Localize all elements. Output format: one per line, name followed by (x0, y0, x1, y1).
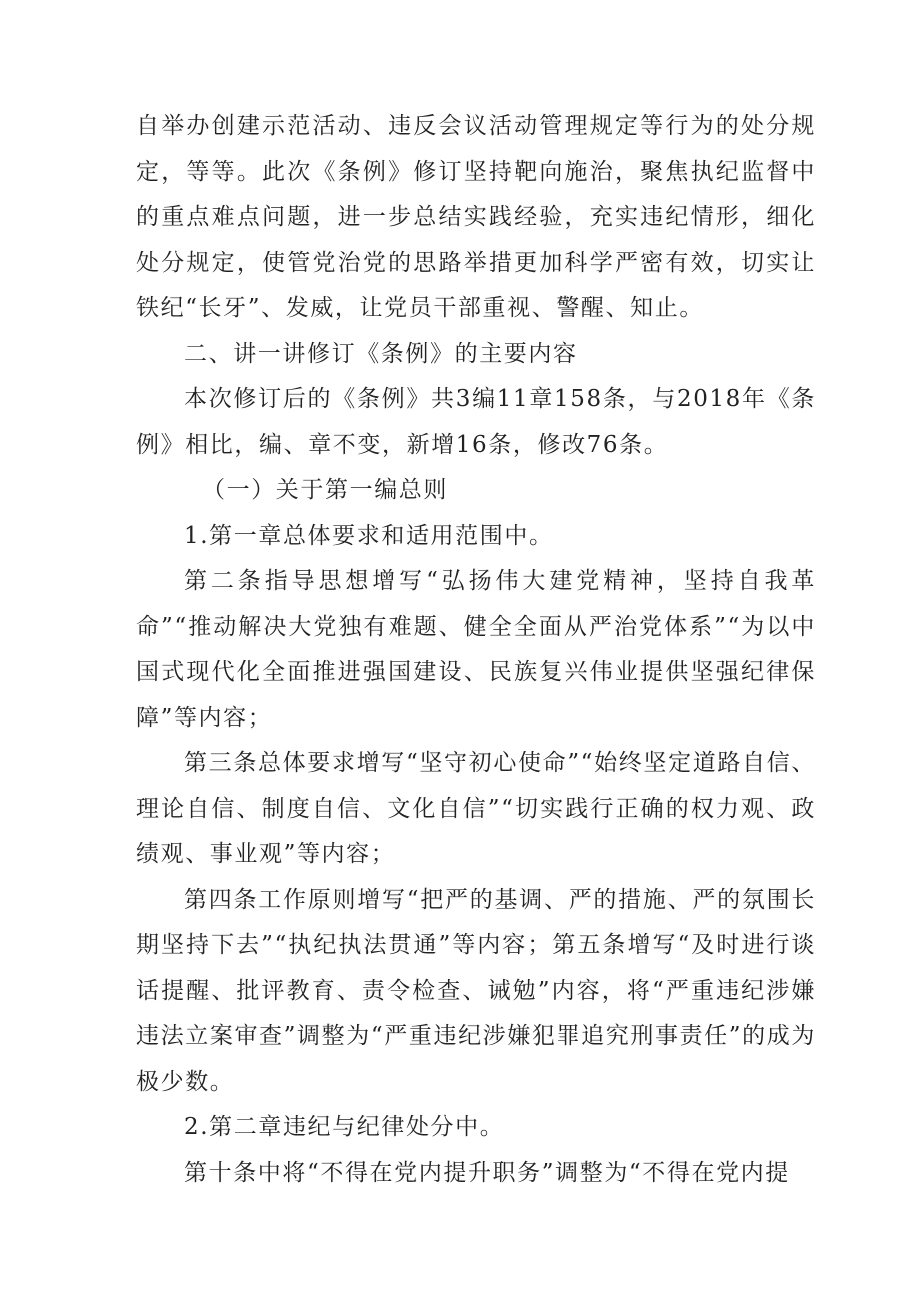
paragraph-article-two: 第二条指导思想增写“弘扬伟大建党精神，坚持自我革命”“推动解决大党独有难题、健全全面从严治党体系”“为以中国式现代化全面推进强国建设、民族复兴伟业提供坚强纪律保障”等内容； (136, 568, 816, 731)
paragraph-article-three: 第三条总体要求增写“坚守初心使命”“始终坚定道路自信、理论自信、制度自信、文化自信”“切实践行正确的权力观、政绩观、事业观”等内容； (136, 750, 816, 867)
paragraph-article-ten: 第十条中将“不得在党内提升职务”调整为“不得在党内提 (184, 1159, 790, 1186)
paragraph-summary: 本次修订后的《条例》共3编11章158条，与2018年《条例》相比，编、章不变，新增16条，修改76条。 (136, 386, 816, 458)
item-heading-chapter-one: 1.第一章总体要求和适用范围中。 (184, 522, 554, 549)
item-heading-chapter-two: 2.第二章违纪与纪律处分中。 (184, 1114, 505, 1140)
paragraph-continuation: 自举办创建示范活动、违反会议活动管理规定等行为的处分规定，等等。此次《条例》修订坚持靶向施治，聚焦执纪监督中的重点难点问题，进一步总结实践经验，充实违纪情形，细化处分规定，使管党治党的思路举措更加科学严密有效，切实让铁纪“长牙”、发威，让党员干部重视、警醒、知止。 (136, 113, 816, 321)
paragraph-article-four-five: 第四条工作原则增写“把严的基调、严的措施、严的氛围长期坚持下去”“执纪执法贯通”等内容；第五条增写“及时进行谈话提醒、批评教育、责令检查、诫勉”内容，将“严重违纪涉嫌违法立案审查”调整为“严重违纪涉嫌犯罪追究刑事责任”的成为极少数。 (136, 886, 816, 1095)
subsection-heading-part-one: （一）关于第一编总则 (202, 477, 448, 503)
section-heading-main-content: 二、讲一讲修订《条例》的主要内容 (184, 340, 578, 367)
document-body (136, 104, 816, 1196)
